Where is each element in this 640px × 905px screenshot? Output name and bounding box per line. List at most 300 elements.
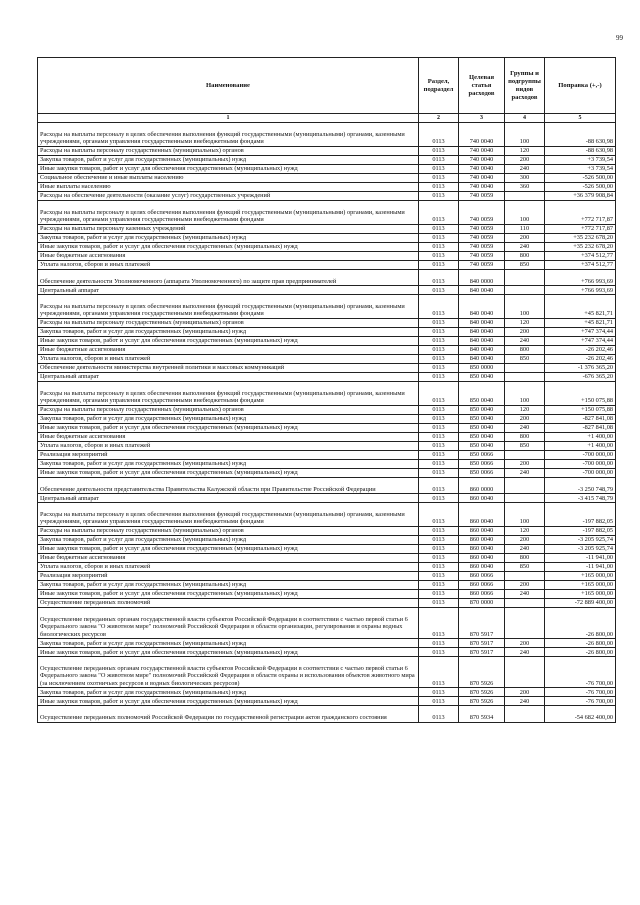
table-row xyxy=(38,224,616,233)
row-section-cell: 0113 xyxy=(419,372,459,381)
header-name: Наименование xyxy=(38,58,419,114)
row-target-cell: 740 0040 xyxy=(459,155,505,164)
row-vid-cell: 120 xyxy=(505,146,545,155)
row-name-cell: Расходы на выплаты персоналу казенных учреждений xyxy=(38,224,419,233)
row-vid-cell: 120 xyxy=(505,405,545,414)
table-row xyxy=(38,656,616,687)
row-name-cell: Закупка товаров, работ и услуг для государственных (муниципальных) нужд xyxy=(38,155,419,164)
row-name-cell: Реализация мероприятий xyxy=(38,571,419,580)
row-section-cell: 0113 xyxy=(419,688,459,697)
row-section-cell: 0113 xyxy=(419,269,459,285)
row-vid-cell: 240 xyxy=(505,647,545,656)
row-section-cell: 0113 xyxy=(419,164,459,173)
row-vid-cell: 200 xyxy=(505,327,545,336)
row-target-cell: 860 0066 xyxy=(459,571,505,580)
row-name-cell: Расходы на выплаты персоналу в целях обеспечения выполнения функций государственными (муниципальными) органами, казенными учреждениями, органами управления государственными внебюджетными фондами xyxy=(38,381,419,405)
row-section-cell: 0113 xyxy=(419,607,459,638)
table-row xyxy=(38,173,616,182)
row-section-cell: 0113 xyxy=(419,697,459,706)
row-section-cell: 0113 xyxy=(419,450,459,459)
row-vid-cell: 200 xyxy=(505,638,545,647)
row-section-cell: 0113 xyxy=(419,336,459,345)
table-row xyxy=(38,553,616,562)
row-name-cell: Расходы на выплаты персоналу государственных (муниципальных) органов xyxy=(38,405,419,414)
row-amount-cell: -26 202,46 xyxy=(545,354,616,363)
column-number-row xyxy=(38,114,616,123)
row-name-cell: Обеспечение деятельности министерства внутренней политики и массовых коммуникаций xyxy=(38,363,419,372)
row-amount-cell: -88 630,98 xyxy=(545,146,616,155)
row-vid-cell xyxy=(505,493,545,502)
row-amount-cell: +45 821,71 xyxy=(545,318,616,327)
row-vid-cell xyxy=(505,477,545,493)
row-amount-cell: -700 000,00 xyxy=(545,468,616,477)
row-vid-cell xyxy=(505,706,545,722)
row-name-cell: Уплата налогов, сборов и иных платежей xyxy=(38,354,419,363)
row-vid-cell: 240 xyxy=(505,423,545,432)
row-section-cell: 0113 xyxy=(419,146,459,155)
row-name-cell: Иные закупки товаров, работ и услуг для обеспечения государственных (муниципальных) нужд xyxy=(38,164,419,173)
row-amount-cell: -88 630,98 xyxy=(545,123,616,147)
row-amount-cell: -76 700,00 xyxy=(545,688,616,697)
row-amount-cell: -3 250 748,79 xyxy=(545,477,616,493)
row-target-cell: 740 0059 xyxy=(459,242,505,251)
row-name-cell: Центральный аппарат xyxy=(38,285,419,294)
row-target-cell: 840 0040 xyxy=(459,294,505,318)
row-amount-cell: +772 717,87 xyxy=(545,200,616,224)
row-amount-cell: +165 000,00 xyxy=(545,589,616,598)
row-vid-cell: 110 xyxy=(505,224,545,233)
row-target-cell: 740 0059 xyxy=(459,260,505,269)
row-section-cell: 0113 xyxy=(419,477,459,493)
row-target-cell: 860 0040 xyxy=(459,544,505,553)
table-row xyxy=(38,372,616,381)
page-number: 99 xyxy=(616,34,623,42)
row-vid-cell: 800 xyxy=(505,432,545,441)
row-vid-cell xyxy=(505,598,545,607)
row-amount-cell: +150 075,88 xyxy=(545,381,616,405)
row-name-cell: Иные закупки товаров, работ и услуг для обеспечения государственных (муниципальных) нужд xyxy=(38,697,419,706)
row-vid-cell: 800 xyxy=(505,251,545,260)
table-row xyxy=(38,580,616,589)
row-vid-cell: 120 xyxy=(505,526,545,535)
row-amount-cell: -700 000,00 xyxy=(545,459,616,468)
row-amount-cell: +766 993,69 xyxy=(545,285,616,294)
row-section-cell: 0113 xyxy=(419,242,459,251)
table-row xyxy=(38,414,616,423)
table-row xyxy=(38,638,616,647)
row-target-cell: 850 0040 xyxy=(459,432,505,441)
row-name-cell: Закупка товаров, работ и услуг для государственных (муниципальных) нужд xyxy=(38,638,419,647)
row-name-cell: Осуществление переданных полномочий xyxy=(38,598,419,607)
row-section-cell: 0113 xyxy=(419,363,459,372)
row-section-cell: 0113 xyxy=(419,553,459,562)
row-section-cell: 0113 xyxy=(419,706,459,722)
row-vid-cell: 200 xyxy=(505,459,545,468)
row-name-cell: Расходы на выплаты персоналу государственных (муниципальных) органов xyxy=(38,526,419,535)
row-vid-cell xyxy=(505,571,545,580)
table-row xyxy=(38,405,616,414)
row-target-cell: 840 0040 xyxy=(459,285,505,294)
header-section: Раздел, подраздел xyxy=(419,58,459,114)
row-amount-cell: -72 889 400,00 xyxy=(545,598,616,607)
row-vid-cell: 200 xyxy=(505,233,545,242)
row-amount-cell: +1 400,00 xyxy=(545,432,616,441)
row-vid-cell xyxy=(505,269,545,285)
row-vid-cell: 850 xyxy=(505,354,545,363)
row-section-cell: 0113 xyxy=(419,598,459,607)
row-target-cell: 850 0040 xyxy=(459,372,505,381)
row-target-cell: 740 0059 xyxy=(459,224,505,233)
row-vid-cell: 100 xyxy=(505,200,545,224)
table-row xyxy=(38,477,616,493)
table-row xyxy=(38,432,616,441)
row-amount-cell: -197 882,05 xyxy=(545,526,616,535)
row-amount-cell: +165 000,00 xyxy=(545,580,616,589)
table-row xyxy=(38,526,616,535)
row-amount-cell: -197 882,05 xyxy=(545,502,616,526)
row-name-cell: Иные бюджетные ассигнования xyxy=(38,345,419,354)
table-row xyxy=(38,381,616,405)
row-section-cell: 0113 xyxy=(419,123,459,147)
row-section-cell: 0113 xyxy=(419,535,459,544)
row-vid-cell: 240 xyxy=(505,697,545,706)
row-vid-cell: 240 xyxy=(505,336,545,345)
table-header-row xyxy=(38,58,616,114)
column-number: 3 xyxy=(459,114,505,123)
row-name-cell: Иные закупки товаров, работ и услуг для обеспечения государственных (муниципальных) нужд xyxy=(38,647,419,656)
row-vid-cell: 240 xyxy=(505,544,545,553)
row-name-cell: Иные закупки товаров, работ и услуг для обеспечения государственных (муниципальных) нужд xyxy=(38,242,419,251)
table-row xyxy=(38,571,616,580)
row-vid-cell xyxy=(505,607,545,638)
row-amount-cell: +36 379 908,84 xyxy=(545,191,616,200)
row-name-cell: Закупка товаров, работ и услуг для государственных (муниципальных) нужд xyxy=(38,233,419,242)
table-row xyxy=(38,697,616,706)
row-name-cell: Уплата налогов, сборов и иных платежей xyxy=(38,441,419,450)
table-row xyxy=(38,354,616,363)
row-name-cell: Расходы на выплаты персоналу государственных (муниципальных) органов xyxy=(38,318,419,327)
row-vid-cell: 800 xyxy=(505,553,545,562)
row-name-cell: Иные бюджетные ассигнования xyxy=(38,432,419,441)
row-vid-cell: 360 xyxy=(505,182,545,191)
row-target-cell: 860 0066 xyxy=(459,580,505,589)
row-name-cell: Расходы на выплаты персоналу государственных (муниципальных) органов xyxy=(38,146,419,155)
row-section-cell: 0113 xyxy=(419,251,459,260)
table-row xyxy=(38,345,616,354)
row-name-cell: Иные закупки товаров, работ и услуг для обеспечения государственных (муниципальных) нужд xyxy=(38,544,419,553)
row-section-cell: 0113 xyxy=(419,544,459,553)
row-amount-cell: +374 512,77 xyxy=(545,260,616,269)
row-amount-cell: -26 800,00 xyxy=(545,638,616,647)
row-name-cell: Закупка товаров, работ и услуг для государственных (муниципальных) нужд xyxy=(38,414,419,423)
row-amount-cell: +150 075,88 xyxy=(545,405,616,414)
row-name-cell: Уплата налогов, сборов и иных платежей xyxy=(38,260,419,269)
row-target-cell: 740 0059 xyxy=(459,233,505,242)
row-amount-cell: +766 993,69 xyxy=(545,269,616,285)
row-target-cell: 850 0040 xyxy=(459,414,505,423)
row-vid-cell: 100 xyxy=(505,123,545,147)
row-vid-cell xyxy=(505,450,545,459)
row-name-cell: Расходы на выплаты персоналу в целях обеспечения выполнения функций государственными (муниципальными) органами, казенными учреждениями, органами управления государственными внебюджетными фондами xyxy=(38,502,419,526)
row-amount-cell: -827 841,08 xyxy=(545,423,616,432)
row-vid-cell xyxy=(505,191,545,200)
row-vid-cell: 850 xyxy=(505,562,545,571)
table-row xyxy=(38,327,616,336)
table-row xyxy=(38,423,616,432)
row-section-cell: 0113 xyxy=(419,638,459,647)
row-amount-cell: +45 821,71 xyxy=(545,294,616,318)
row-amount-cell: -76 700,00 xyxy=(545,656,616,687)
row-amount-cell: -526 500,00 xyxy=(545,182,616,191)
row-vid-cell: 100 xyxy=(505,502,545,526)
row-amount-cell: +747 374,44 xyxy=(545,336,616,345)
row-section-cell: 0113 xyxy=(419,233,459,242)
row-name-cell: Осуществление переданных органам государственной власти субъектов Российской Федерации в соответствии с частью первой статьи 6 Федерального закона "О животном мире" полномочий Российской Федерации в области организации, регулирования и охраны водных биологических ресурсов xyxy=(38,607,419,638)
row-name-cell: Уплата налогов, сборов и иных платежей xyxy=(38,562,419,571)
row-section-cell: 0113 xyxy=(419,656,459,687)
row-section-cell: 0113 xyxy=(419,432,459,441)
table-row xyxy=(38,459,616,468)
row-target-cell: 860 0040 xyxy=(459,526,505,535)
row-name-cell: Закупка товаров, работ и услуг для государственных (муниципальных) нужд xyxy=(38,535,419,544)
row-section-cell: 0113 xyxy=(419,191,459,200)
row-name-cell: Иные бюджетные ассигнования xyxy=(38,251,419,260)
row-section-cell: 0113 xyxy=(419,502,459,526)
row-target-cell: 740 0040 xyxy=(459,164,505,173)
row-vid-cell: 240 xyxy=(505,164,545,173)
row-name-cell: Иные закупки товаров, работ и услуг для обеспечения государственных (муниципальных) нужд xyxy=(38,423,419,432)
row-vid-cell: 200 xyxy=(505,580,545,589)
row-name-cell: Иные бюджетные ассигнования xyxy=(38,553,419,562)
column-number: 1 xyxy=(38,114,419,123)
row-target-cell: 850 0040 xyxy=(459,405,505,414)
row-target-cell: 860 0040 xyxy=(459,562,505,571)
table-row xyxy=(38,688,616,697)
row-amount-cell: -676 365,20 xyxy=(545,372,616,381)
table-row xyxy=(38,200,616,224)
row-section-cell: 0113 xyxy=(419,405,459,414)
row-vid-cell xyxy=(505,285,545,294)
row-amount-cell: +165 000,00 xyxy=(545,571,616,580)
row-amount-cell: -11 941,00 xyxy=(545,562,616,571)
row-vid-cell: 200 xyxy=(505,535,545,544)
row-section-cell: 0113 xyxy=(419,468,459,477)
row-vid-cell: 100 xyxy=(505,294,545,318)
row-name-cell: Центральный аппарат xyxy=(38,372,419,381)
row-amount-cell: -26 800,00 xyxy=(545,647,616,656)
row-section-cell: 0113 xyxy=(419,224,459,233)
row-target-cell: 860 0040 xyxy=(459,553,505,562)
row-amount-cell: -76 700,00 xyxy=(545,697,616,706)
row-amount-cell: -827 841,08 xyxy=(545,414,616,423)
row-amount-cell: -54 682 400,00 xyxy=(545,706,616,722)
table-row xyxy=(38,269,616,285)
row-vid-cell: 800 xyxy=(505,345,545,354)
column-number: 2 xyxy=(419,114,459,123)
row-target-cell: 870 5917 xyxy=(459,647,505,656)
row-target-cell: 840 0040 xyxy=(459,318,505,327)
row-name-cell: Обеспечение деятельности Уполномоченного (аппарата Уполномоченного) по защите прав предпринимателей xyxy=(38,269,419,285)
row-target-cell: 850 0066 xyxy=(459,468,505,477)
table-row xyxy=(38,598,616,607)
row-target-cell: 850 0066 xyxy=(459,459,505,468)
row-vid-cell: 120 xyxy=(505,318,545,327)
row-name-cell: Иные закупки товаров, работ и услуг для обеспечения государственных (муниципальных) нужд xyxy=(38,336,419,345)
table-row xyxy=(38,318,616,327)
budget-table xyxy=(37,57,616,723)
row-vid-cell: 240 xyxy=(505,468,545,477)
row-section-cell: 0113 xyxy=(419,327,459,336)
row-name-cell: Иные закупки товаров, работ и услуг для обеспечения государственных (муниципальных) нужд xyxy=(38,589,419,598)
row-section-cell: 0113 xyxy=(419,414,459,423)
row-section-cell: 0113 xyxy=(419,354,459,363)
row-name-cell: Расходы на выплаты персоналу в целях обеспечения выполнения функций государственными (муниципальными) органами, казенными учреждениями, органами управления государственными внебюджетными фондами xyxy=(38,123,419,147)
table-row xyxy=(38,589,616,598)
row-target-cell: 740 0059 xyxy=(459,251,505,260)
table-row xyxy=(38,251,616,260)
row-section-cell: 0113 xyxy=(419,318,459,327)
row-target-cell: 740 0040 xyxy=(459,182,505,191)
row-target-cell: 860 0040 xyxy=(459,502,505,526)
table-row xyxy=(38,544,616,553)
row-amount-cell: -26 202,46 xyxy=(545,345,616,354)
table-row xyxy=(38,260,616,269)
row-section-cell: 0113 xyxy=(419,647,459,656)
row-target-cell: 870 5917 xyxy=(459,607,505,638)
row-target-cell: 860 0040 xyxy=(459,535,505,544)
row-amount-cell: +35 232 678,20 xyxy=(545,242,616,251)
row-target-cell: 860 0000 xyxy=(459,477,505,493)
row-amount-cell: +3 739,54 xyxy=(545,164,616,173)
row-amount-cell: -700 000,00 xyxy=(545,450,616,459)
row-amount-cell: +772 717,87 xyxy=(545,224,616,233)
table-row xyxy=(38,607,616,638)
row-section-cell: 0113 xyxy=(419,285,459,294)
table-row xyxy=(38,493,616,502)
row-vid-cell: 240 xyxy=(505,589,545,598)
table-row xyxy=(38,502,616,526)
row-section-cell: 0113 xyxy=(419,182,459,191)
row-vid-cell xyxy=(505,363,545,372)
row-amount-cell: -26 800,00 xyxy=(545,607,616,638)
table-row xyxy=(38,706,616,722)
row-name-cell: Обеспечение деятельности представительства Правительства Калужской области при Правительстве Российской Федерации xyxy=(38,477,419,493)
table-row xyxy=(38,468,616,477)
table-row xyxy=(38,647,616,656)
row-section-cell: 0113 xyxy=(419,493,459,502)
row-vid-cell: 200 xyxy=(505,414,545,423)
row-vid-cell: 100 xyxy=(505,381,545,405)
row-amount-cell: +3 739,54 xyxy=(545,155,616,164)
row-target-cell: 870 5926 xyxy=(459,656,505,687)
table-row xyxy=(38,242,616,251)
row-section-cell: 0113 xyxy=(419,571,459,580)
row-target-cell: 870 5917 xyxy=(459,638,505,647)
header-amendment: Поправка (+,-) xyxy=(545,58,616,114)
row-vid-cell xyxy=(505,656,545,687)
row-amount-cell: +35 232 678,20 xyxy=(545,233,616,242)
table-row xyxy=(38,450,616,459)
row-target-cell: 840 0040 xyxy=(459,354,505,363)
row-target-cell: 850 0040 xyxy=(459,441,505,450)
row-section-cell: 0113 xyxy=(419,173,459,182)
row-name-cell: Закупка товаров, работ и услуг для государственных (муниципальных) нужд xyxy=(38,459,419,468)
row-vid-cell: 850 xyxy=(505,260,545,269)
row-target-cell: 840 0040 xyxy=(459,327,505,336)
row-target-cell: 740 0040 xyxy=(459,173,505,182)
row-name-cell: Расходы на обеспечение деятельности (оказание услуг) государственных учреждений xyxy=(38,191,419,200)
row-amount-cell: -3 205 925,74 xyxy=(545,535,616,544)
row-target-cell: 840 0040 xyxy=(459,345,505,354)
row-name-cell: Реализация мероприятий xyxy=(38,450,419,459)
table-row xyxy=(38,146,616,155)
row-amount-cell: -1 376 365,20 xyxy=(545,363,616,372)
row-amount-cell: -3 415 748,79 xyxy=(545,493,616,502)
row-section-cell: 0113 xyxy=(419,526,459,535)
column-number: 4 xyxy=(505,114,545,123)
row-target-cell: 740 0059 xyxy=(459,191,505,200)
row-section-cell: 0113 xyxy=(419,441,459,450)
row-section-cell: 0113 xyxy=(419,580,459,589)
row-name-cell: Центральный аппарат xyxy=(38,493,419,502)
row-target-cell: 840 0000 xyxy=(459,269,505,285)
row-target-cell: 870 0000 xyxy=(459,598,505,607)
row-target-cell: 860 0040 xyxy=(459,493,505,502)
table-row xyxy=(38,233,616,242)
table-row xyxy=(38,441,616,450)
row-vid-cell xyxy=(505,372,545,381)
table-row xyxy=(38,182,616,191)
row-section-cell: 0113 xyxy=(419,381,459,405)
row-section-cell: 0113 xyxy=(419,459,459,468)
row-target-cell: 870 5926 xyxy=(459,688,505,697)
row-target-cell: 840 0040 xyxy=(459,336,505,345)
row-vid-cell: 200 xyxy=(505,688,545,697)
row-section-cell: 0113 xyxy=(419,155,459,164)
table-row xyxy=(38,294,616,318)
row-name-cell: Закупка товаров, работ и услуг для государственных (муниципальных) нужд xyxy=(38,580,419,589)
row-name-cell: Закупка товаров, работ и услуг для государственных (муниципальных) нужд xyxy=(38,327,419,336)
row-name-cell: Расходы на выплаты персоналу в целях обеспечения выполнения функций государственными (муниципальными) органами, казенными учреждениями, органами управления государственными внебюджетными фондами xyxy=(38,294,419,318)
table-row xyxy=(38,285,616,294)
row-target-cell: 860 0066 xyxy=(459,589,505,598)
row-target-cell: 870 5934 xyxy=(459,706,505,722)
row-vid-cell: 300 xyxy=(505,173,545,182)
row-name-cell: Осуществление переданных органам государственной власти субъектов Российской Федерации в соответствии с частью первой статьи 6 Федерального закона "О животном мире" полномочий Российской Федерации в области охраны и использования объектов животного мира (за исключением охотничьих ресурсов и водных биологических ресурсов) xyxy=(38,656,419,687)
row-target-cell: 850 0000 xyxy=(459,363,505,372)
table-row xyxy=(38,363,616,372)
row-amount-cell: +747 374,44 xyxy=(545,327,616,336)
row-section-cell: 0113 xyxy=(419,294,459,318)
row-vid-cell: 240 xyxy=(505,242,545,251)
table-row xyxy=(38,336,616,345)
table-row xyxy=(38,164,616,173)
row-target-cell: 850 0066 xyxy=(459,450,505,459)
row-name-cell: Осуществление переданных полномочий Российской Федерации по государственной регистрации актов гражданского состояния xyxy=(38,706,419,722)
row-target-cell: 740 0059 xyxy=(459,200,505,224)
row-target-cell: 740 0040 xyxy=(459,146,505,155)
row-section-cell: 0113 xyxy=(419,345,459,354)
table-row xyxy=(38,155,616,164)
table-row xyxy=(38,123,616,147)
row-name-cell: Иные закупки товаров, работ и услуг для обеспечения государственных (муниципальных) нужд xyxy=(38,468,419,477)
row-name-cell: Иные выплаты населению xyxy=(38,182,419,191)
row-amount-cell: -526 500,00 xyxy=(545,173,616,182)
header-vidgroup: Группы и подгруппы видов расходов xyxy=(505,58,545,114)
row-vid-cell: 850 xyxy=(505,441,545,450)
row-section-cell: 0113 xyxy=(419,562,459,571)
table-row xyxy=(38,562,616,571)
